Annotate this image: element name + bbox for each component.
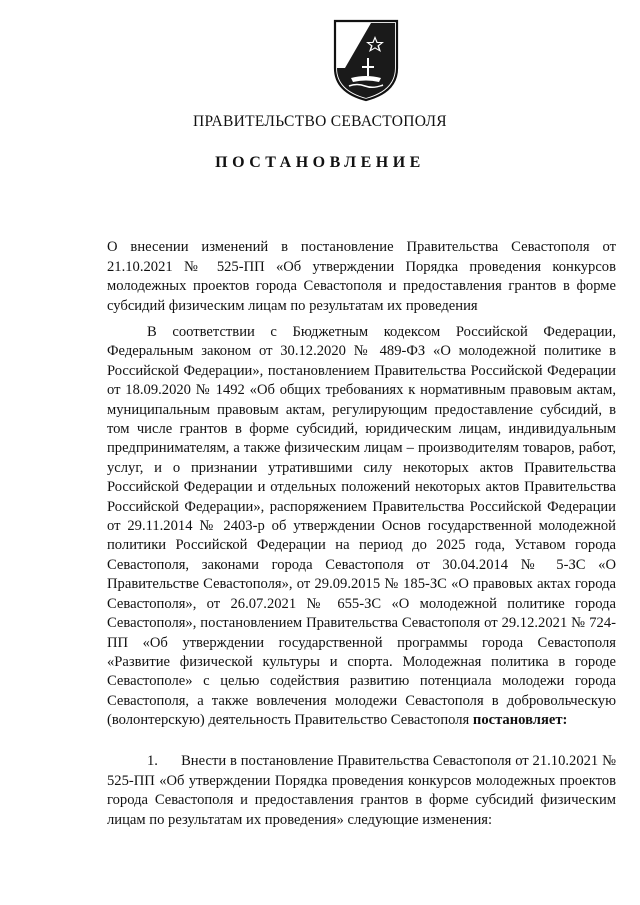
document-type: ПОСТАНОВЛЕНИЕ	[215, 154, 425, 171]
preamble-text: В соответствии с Бюджетным кодексом Российской Федерации, Федеральным законом от 30.12.2020 № 489-ФЗ «О молодежной политике в Российской Федерации», постановлением Правительства Российской Федерации от 18.09.2020 № 1492 «Об общих требованиях к нормативным правовым актам, муниципальным правовым актам, регулирующим предоставление субсидий, в том числе грантов в форме субсидий, юридическим лицам, индивидуальным предпринимателям, а также физическим лицам – производителям товаров, работ, услуг, и о признании утратившими силу некоторых актов Правительства Российской Федерации и отдельных положений некоторых актов Правительства Российской Федерации», распоряжением Правительства Российской Федерации от 29.11.2014 № 2403-р об утверждении Основ государственной молодежной политики Российской Федерации на период до 2025 года, Уставом города Севастополя, законами города Севастополя от 30.04.2014 № 5-ЗС «О Правительстве Севастополя», от 29.09.2015 № 185-ЗС «О правовых актах города Севастополя», от 26.07.2021 № 655-ЗС «О молодежной политике города Севастополя», постановлением Правительства Севастополя от 29.12.2021 № 724-ПП «Об утверждении государственной программы города Севастополя «Развитие физической культуры и спорта. Молодежная политика в городе Севастополе» с целью содействия развитию потенциала молодежи города Севастополя, а также вовлечения молодежи Севастополя в добровольческую (волонтерскую) деятельность Правительство Севастополя	[107, 324, 616, 729]
item-text: Внести в постановление Правительства Севастополя от 21.10.2021 № 525-ПП «Об утверждении Порядка проведения конкурсов молодежных проектов города Севастополя и предоставления грантов в форме субсидий физическим лицам по результатам их проведения» следующие изменения:	[107, 753, 616, 828]
document-title: О внесении изменений в постановление Правительства Севастополя от 21.10.2021 № 525-ПП «Об утверждении Порядка проведения конкурсов молодежных проектов города Севастополя и предоставления грантов в форме субсидий физическим лицам по результатам их проведения	[107, 239, 616, 314]
organization-name: ПРАВИТЕЛЬСТВО СЕВАСТОПОЛЯ	[193, 113, 447, 130]
list-item	[107, 752, 616, 830]
item-number: 1.	[147, 753, 158, 769]
preamble-paragraph	[107, 323, 616, 731]
preamble-action: постановляет:	[472, 712, 568, 729]
sevastopol-coat-of-arms-icon	[331, 18, 401, 102]
